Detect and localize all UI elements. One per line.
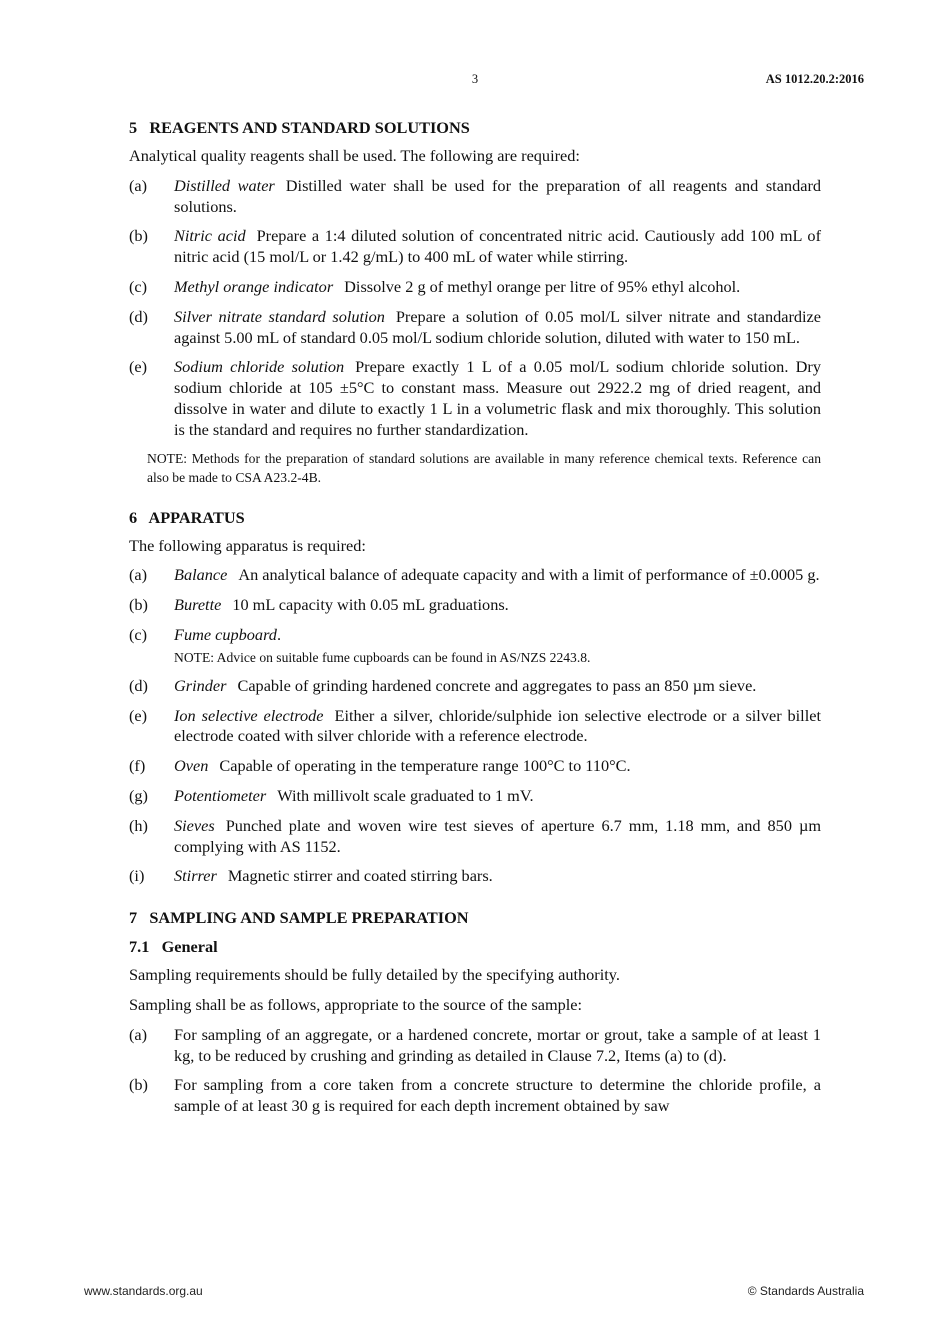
item-label: (i) [129, 866, 145, 886]
list-item [129, 595, 821, 616]
list-item [129, 706, 821, 748]
section-6-intro: The following apparatus is required: [129, 535, 366, 555]
item-label: (b) [129, 595, 148, 615]
list-item [129, 1075, 821, 1117]
item-term: Grinder [174, 675, 227, 695]
item-label: (e) [129, 705, 148, 725]
footer-copyright: © Standards Australia [747, 1284, 864, 1298]
item-text: Capable of grinding hardened concrete and aggregates to pass an 850 µm sieve. [237, 675, 757, 695]
item-text: For sampling of an aggregate, or a hardened concrete, mortar or grout, take a sample of at least 1 kg, to be reduced by crushing and grinding as detailed in Clause 7.2, Items (a) to (d). [174, 1024, 821, 1065]
section-5-heading: 5 REAGENTS AND STANDARD SOLUTIONS [129, 118, 470, 137]
item-text: Dissolve 2 g of methyl orange per litre of 95% ethyl alcohol. [344, 276, 741, 296]
section-6-heading: 6 APPARATUS [129, 507, 245, 527]
section-5-note: NOTE: Methods for the preparation of standard solutions are available in many reference chemical texts. Reference can also be made to CSA A23.2-4B. [147, 450, 821, 485]
list-item [129, 816, 821, 858]
list-item [129, 176, 821, 218]
item-label: (d) [129, 306, 148, 326]
list-item [129, 786, 821, 807]
item-term: Potentiometer [174, 785, 267, 805]
item-term: Fume cupboard [174, 624, 277, 644]
standard-number: AS 1012.20.2:2016 [765, 72, 864, 86]
document-body [129, 117, 821, 1126]
item-label: (e) [129, 357, 148, 377]
section-7-heading: 7 SAMPLING AND SAMPLE PREPARATION [129, 908, 469, 928]
item-term: Sieves [174, 815, 215, 835]
item-label: (a) [129, 1024, 148, 1044]
item-term: Balance [174, 565, 228, 585]
item-text: Prepare a solution of 0.05 mol/L silver nitrate and standardize against 5.00 mL of standard 0.05 mol/L sodium chloride solution, diluted with water to 150 mL. [174, 306, 821, 347]
subsection-7-1-heading: 7.1 General [129, 937, 218, 957]
item-label: (b) [129, 1075, 148, 1095]
item-text: Prepare exactly 1 L of a 0.05 mol/L sodium chloride solution. Dry sodium chloride at 105 ±5°C to constant mass. Measure out 2922.2 mg of dried reagent, and dissolve in water and dilute to exactly 1 L in a volumetric flask and mix thoroughly. This solution is the standard and requires no further standardization. [174, 357, 821, 439]
section-7-para-1: Sampling requirements should be fully detailed by the specifying authority. [129, 965, 620, 985]
item-label: (g) [129, 785, 148, 805]
item-term: Oven [174, 756, 209, 776]
list-item [129, 277, 821, 298]
item-label: (a) [129, 175, 148, 195]
item-label: (b) [129, 226, 148, 246]
list-item [129, 357, 821, 440]
item-label: (f) [129, 756, 146, 776]
item-term: Stirrer [174, 866, 217, 886]
item-text: An analytical balance of adequate capacity and with a limit of performance of ±0.0005 g. [238, 565, 820, 585]
item-label: (c) [129, 276, 148, 296]
list-item [129, 866, 821, 887]
list-item [129, 1025, 821, 1067]
item-label: (a) [129, 565, 148, 585]
item-term: Ion selective electrode [174, 705, 324, 725]
item-text: . [276, 624, 282, 644]
section-5-intro: Analytical quality reagents shall be used. The following are required: [129, 146, 580, 165]
item-term: Methyl orange indicator [174, 276, 334, 296]
item-term: Silver nitrate standard solution [174, 306, 385, 326]
item-text: 10 mL capacity with 0.05 mL graduations. [232, 595, 509, 615]
footer-website: www.standards.org.au [84, 1284, 203, 1298]
item-label: (d) [129, 675, 148, 695]
item-text: Either a silver, chloride/sulphide ion selective electrode or a silver billet electrode coated with silver chloride with a reference electrode. [174, 705, 821, 746]
item-text: Distilled water shall be used for the preparation of all reagents and standard solutions. [174, 175, 821, 216]
item-term: Distilled water [174, 175, 275, 195]
item-term: Sodium chloride solution [174, 357, 345, 377]
item-text: Magnetic stirrer and coated stirring bars. [227, 866, 493, 886]
item-text: With millivolt scale graduated to 1 mV. [277, 785, 534, 805]
item-term: Nitric acid [174, 226, 246, 246]
item-text: Prepare a 1:4 diluted solution of concentrated nitric acid. Cautiously add 100 mL of nitric acid (15 mol/L or 1.42 g/mL) to 400 mL of water while stirring. [174, 226, 821, 267]
list-item [129, 226, 821, 268]
item-text: For sampling from a core taken from a concrete structure to determine the chloride profile, a sample of at least 30 g is required for each depth increment obtained by saw [174, 1075, 821, 1116]
section-7-para-2: Sampling shall be as follows, appropriate to the source of the sample: [129, 994, 583, 1014]
item-label: (c) [129, 624, 148, 644]
list-item [129, 625, 821, 667]
list-item [129, 756, 821, 777]
list-item [129, 307, 821, 349]
item-text: Capable of operating in the temperature range 100°C to 110°C. [219, 756, 631, 776]
list-item [129, 676, 821, 697]
item-label: (h) [129, 815, 148, 835]
item-term: Burette [174, 595, 222, 615]
list-item [129, 565, 821, 586]
fume-cupboard-note: NOTE: Advice on suitable fume cupboards can be found in AS/NZS 2243.8. [174, 649, 591, 665]
item-text: Punched plate and woven wire test sieves of aperture 6.7 mm, 1.18 mm, and 850 µm complying with AS 1152. [174, 815, 821, 856]
page-number: 3 [471, 72, 479, 86]
